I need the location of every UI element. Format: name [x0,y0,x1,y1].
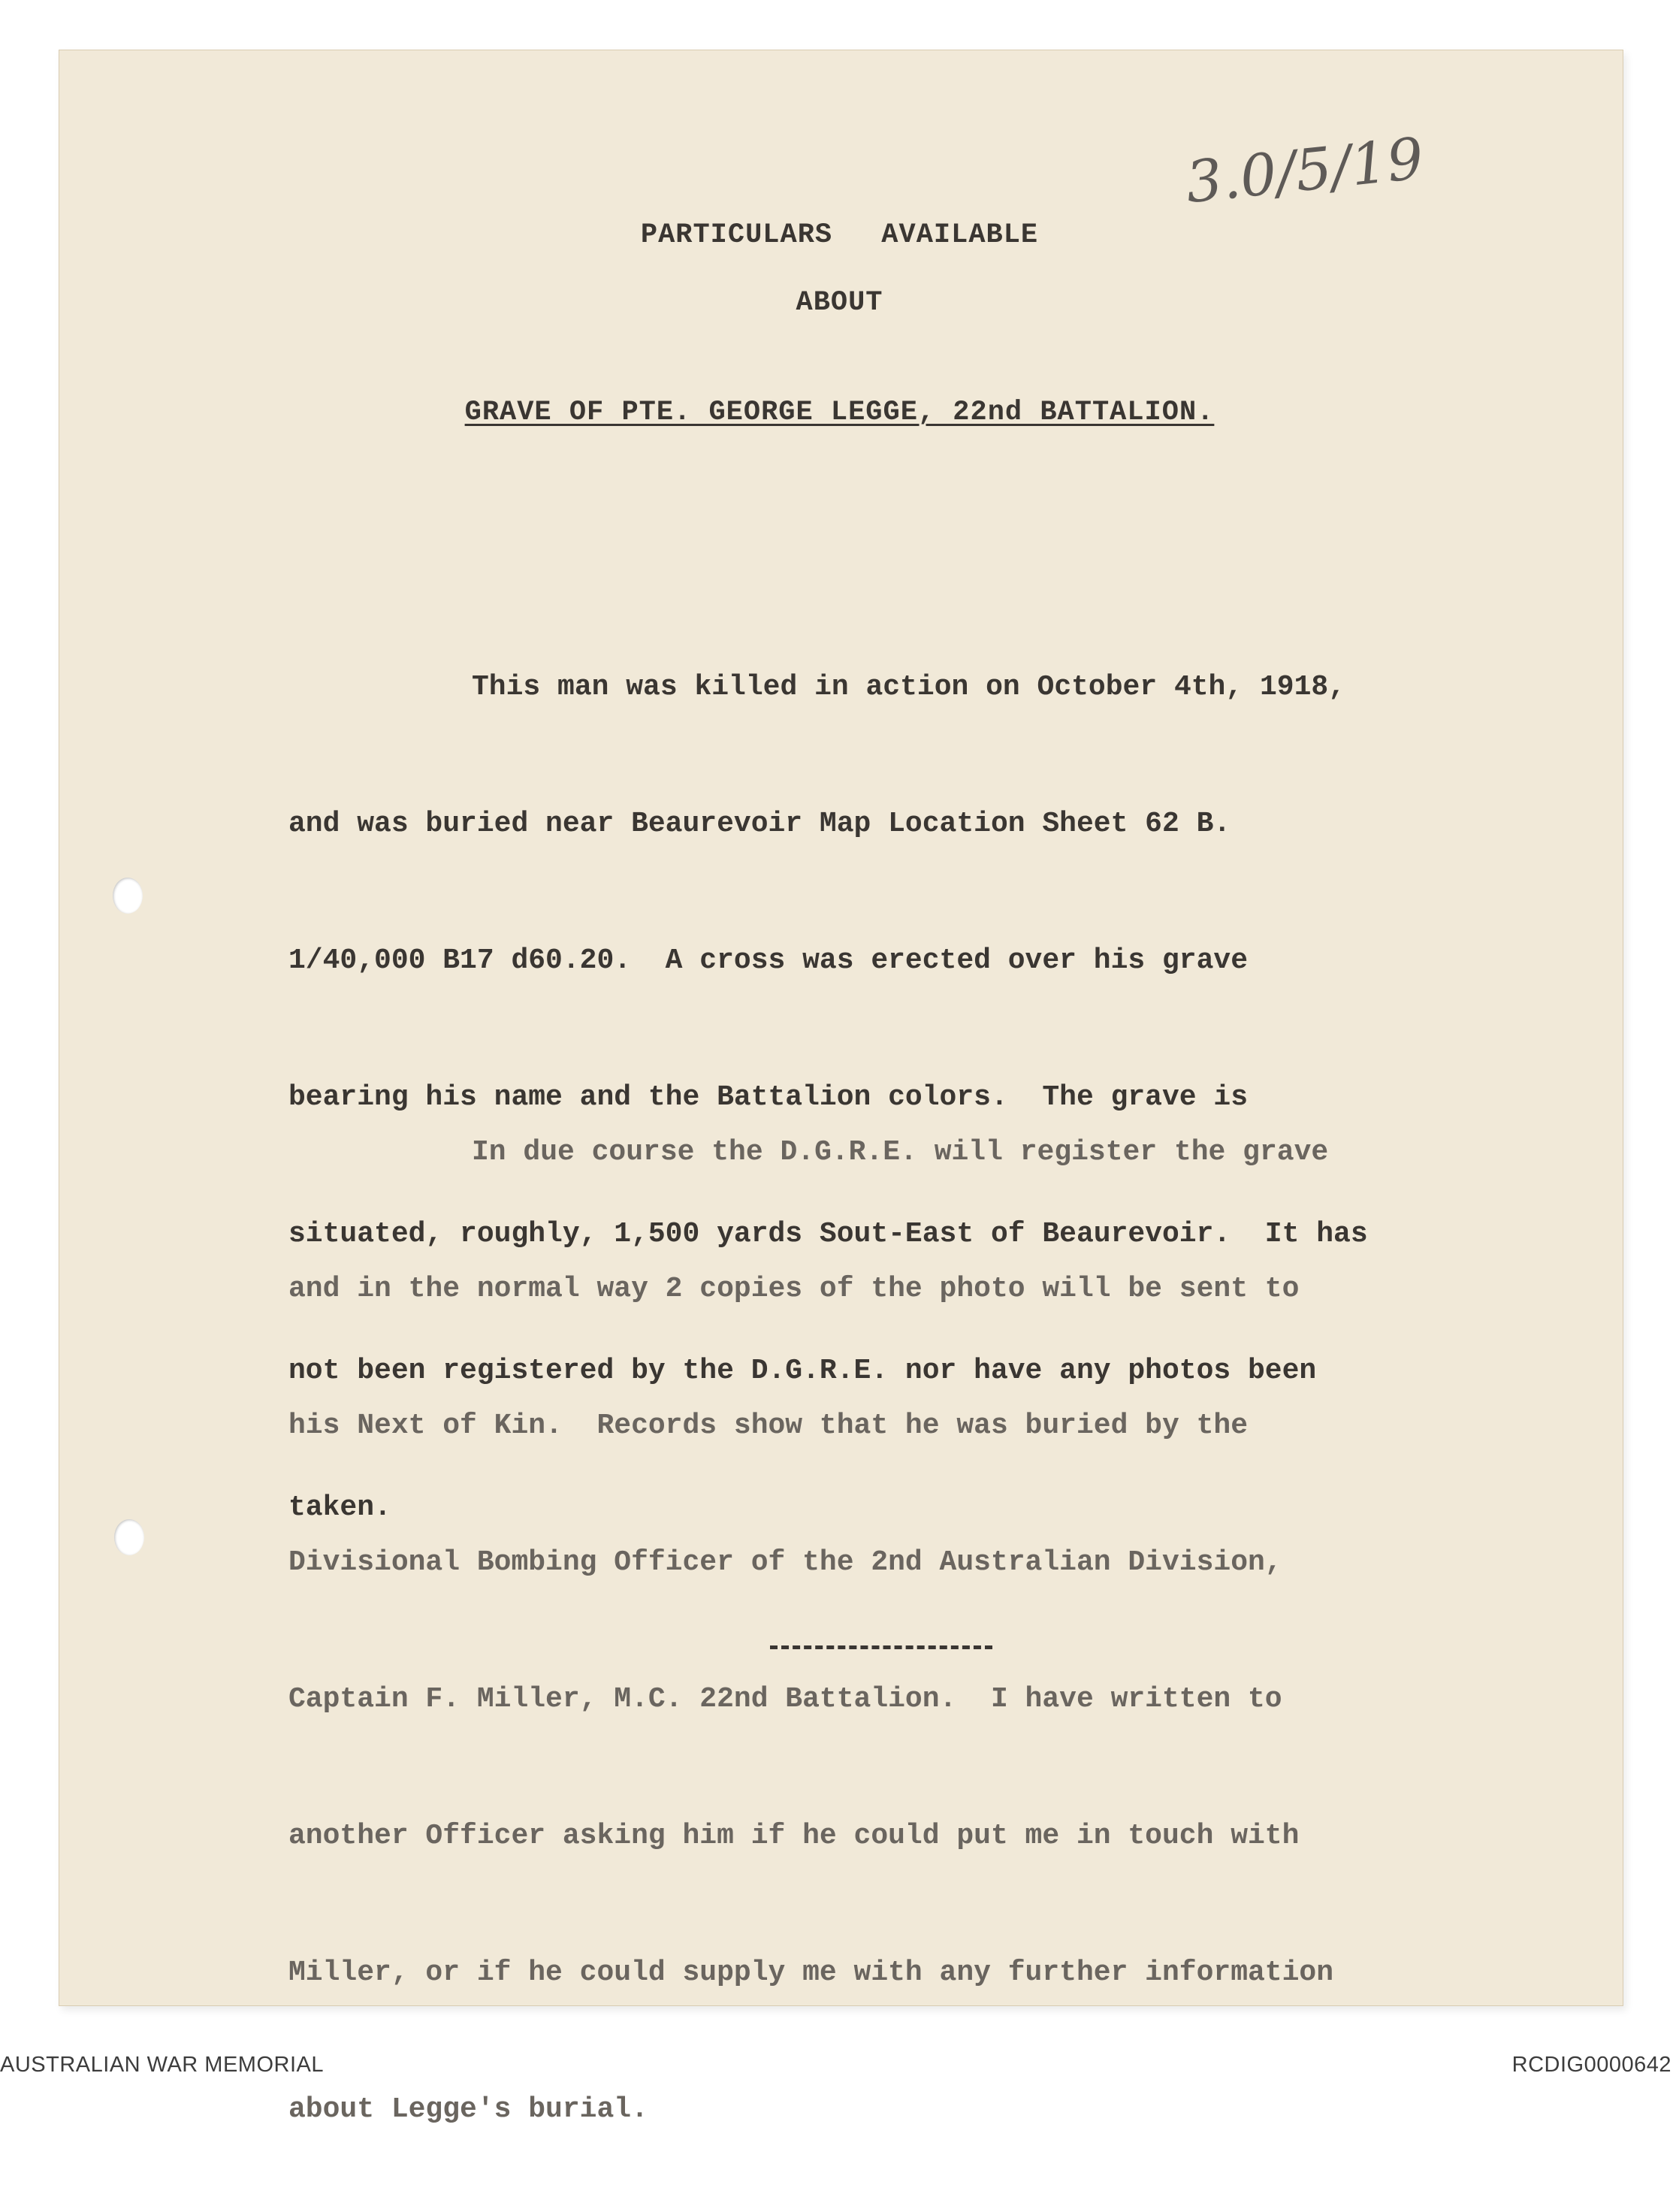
paragraph-1-line: 1/40,000 B17 d60.20. A cross was erected over his grave [288,944,1249,977]
paragraph-2-line: In due course the D.G.R.E. will register the grave [472,1136,1329,1168]
paragraph-2-line: Divisional Bombing Officer of the 2nd Australian Division, [288,1546,1282,1579]
heading-title [0,397,1679,428]
paragraph-1-line: bearing his name and the Battalion colors. The grave is [288,1081,1249,1114]
paragraph-2-line: Captain F. Miller, M.C. 22nd Battalion. I have written to [288,1683,1282,1715]
paragraph-2-line: his Next of Kin. Records show that he was buried by the [288,1410,1249,1442]
paragraph-1-line: and was buried near Beaurevoir Map Location Sheet 62 B. [288,808,1231,840]
paragraph-1-line: situated, roughly, 1,500 yards Sout-East of Beaurevoir. It has [288,1218,1368,1250]
heading-line-2: ABOUT [796,287,883,319]
paragraph-1-line: taken. [288,1491,391,1524]
paragraph-2-line: about Legge's burial. [288,2093,648,2126]
handwritten-date: 3.0/5/19 [1182,124,1427,216]
heading-line-1: PARTICULARS AVAILABLE [640,219,1039,251]
paragraph-1-line: not been registered by the D.G.R.E. nor have any photos been [288,1355,1317,1387]
closing-rule [770,1645,992,1649]
heading-title-text: GRAVE OF PTE. GEORGE LEGGE, 22nd BATTALION. [464,397,1215,428]
footer-record-id: RCDIG0000642 [1511,2053,1671,2077]
paragraph-1-line: This man was killed in action on October 4th, 1918, [472,671,1345,703]
paragraph-2-line: Miller, or if he could supply me with any further information [288,1957,1334,1989]
paragraph-2-line: another Officer asking him if he could put me in touch with [288,1820,1300,1852]
footer-archive-name: AUSTRALIAN WAR MEMORIAL [0,2053,324,2077]
punch-hole [114,1519,144,1555]
paragraph-2-line: and in the normal way 2 copies of the photo will be sent to [288,1273,1300,1305]
punch-hole [113,878,143,914]
paragraph-2 [288,1050,1333,2212]
